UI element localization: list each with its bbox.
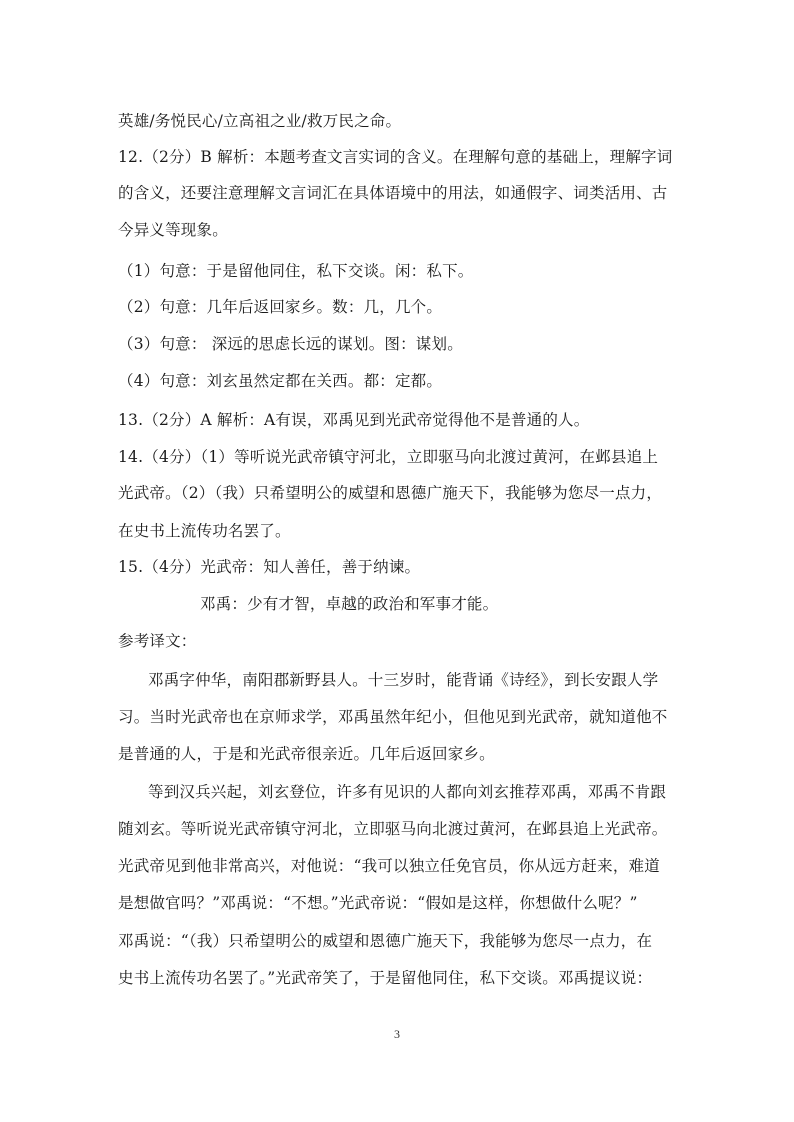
paragraph-line: 是普通的人，于是和光武帝很亲近。几年后返回家乡。 bbox=[118, 745, 495, 763]
paragraph-line: 等到汉兵兴起，刘玄登位，许多有见识的人都向刘玄推荐邓禹，邓禹不肯跟 bbox=[148, 783, 667, 801]
paragraph-line: 是想做官吗？”邓禹说：“不想。”光武帝说：“假如是这样，你想做什么呢？” bbox=[118, 894, 638, 912]
text-line: 英雄/务悦民心/立高祖之业/救万民之命。 bbox=[118, 112, 402, 130]
paragraph-line: 邓禹说：“（我）只希望明公的威望和恩德广施天下，我能够为您尽一点力，在 bbox=[118, 932, 653, 950]
text-line: 的含义，还要注意理解文言词汇在具体语境中的用法，如通假字、词类活用、古 bbox=[118, 184, 668, 202]
text-line: 今异义等现象。 bbox=[118, 221, 228, 239]
paragraph-line: 史书上流传功名罢了。”光武帝笑了，于是留他同住，私下交谈。邓禹提议说： bbox=[118, 969, 653, 987]
text-line: 邓禹：少有才智，卓越的政治和军事才能。 bbox=[200, 595, 499, 613]
paragraph-line: 习。当时光武帝也在京师求学，邓禹虽然年纪小，但他见到光武帝，就知道他不 bbox=[118, 708, 668, 726]
paragraph-line: 随刘玄。等听说光武帝镇守河北，立即驱马向北渡过黄河，在邺县追上光武帝。 bbox=[118, 820, 668, 838]
answer-15-line: 15.（4分）光武帝：知人善任，善于纳谏。 bbox=[118, 558, 421, 576]
paragraph-line: 邓禹字仲华，南阳郡新野县人。十三岁时，能背诵《诗经》，到长安跟人学 bbox=[148, 671, 659, 689]
list-item: （4）句意：刘玄虽然定都在关西。都：定都。 bbox=[118, 372, 443, 390]
text-line: 光武帝。（2）（我）只希望明公的威望和恩德广施天下，我能够为您尽一点力， bbox=[118, 484, 663, 502]
text-line: 在史书上流传功名罢了。 bbox=[118, 522, 291, 540]
answer-12-line: 12.（2分）B 解析：本题考查文言实词的含义。在理解句意的基础上，理解字词 bbox=[118, 148, 673, 166]
page-number: 3 bbox=[394, 1027, 400, 1041]
answer-13-line: 13.（2分）A 解析：A有误，邓禹见到光武帝觉得他不是普通的人。 bbox=[118, 411, 590, 429]
answer-14-line: 14.（4分）（1）等听说光武帝镇守河北，立即驱马向北渡过黄河，在邺县追上 bbox=[118, 448, 659, 466]
section-heading: 参考译文： bbox=[118, 632, 197, 650]
list-item: （2）句意：几年后返回家乡。数：几，几个。 bbox=[118, 298, 443, 316]
list-item: （3）句意： 深远的思虑长远的谋划。图：谋划。 bbox=[118, 335, 463, 353]
list-item: （1）句意：于是留他同住，私下交谈。闲：私下。 bbox=[118, 262, 474, 280]
paragraph-line: 光武帝见到他非常高兴，对他说：“我可以独立任免官员，你从远方赶来，难道 bbox=[118, 857, 660, 875]
